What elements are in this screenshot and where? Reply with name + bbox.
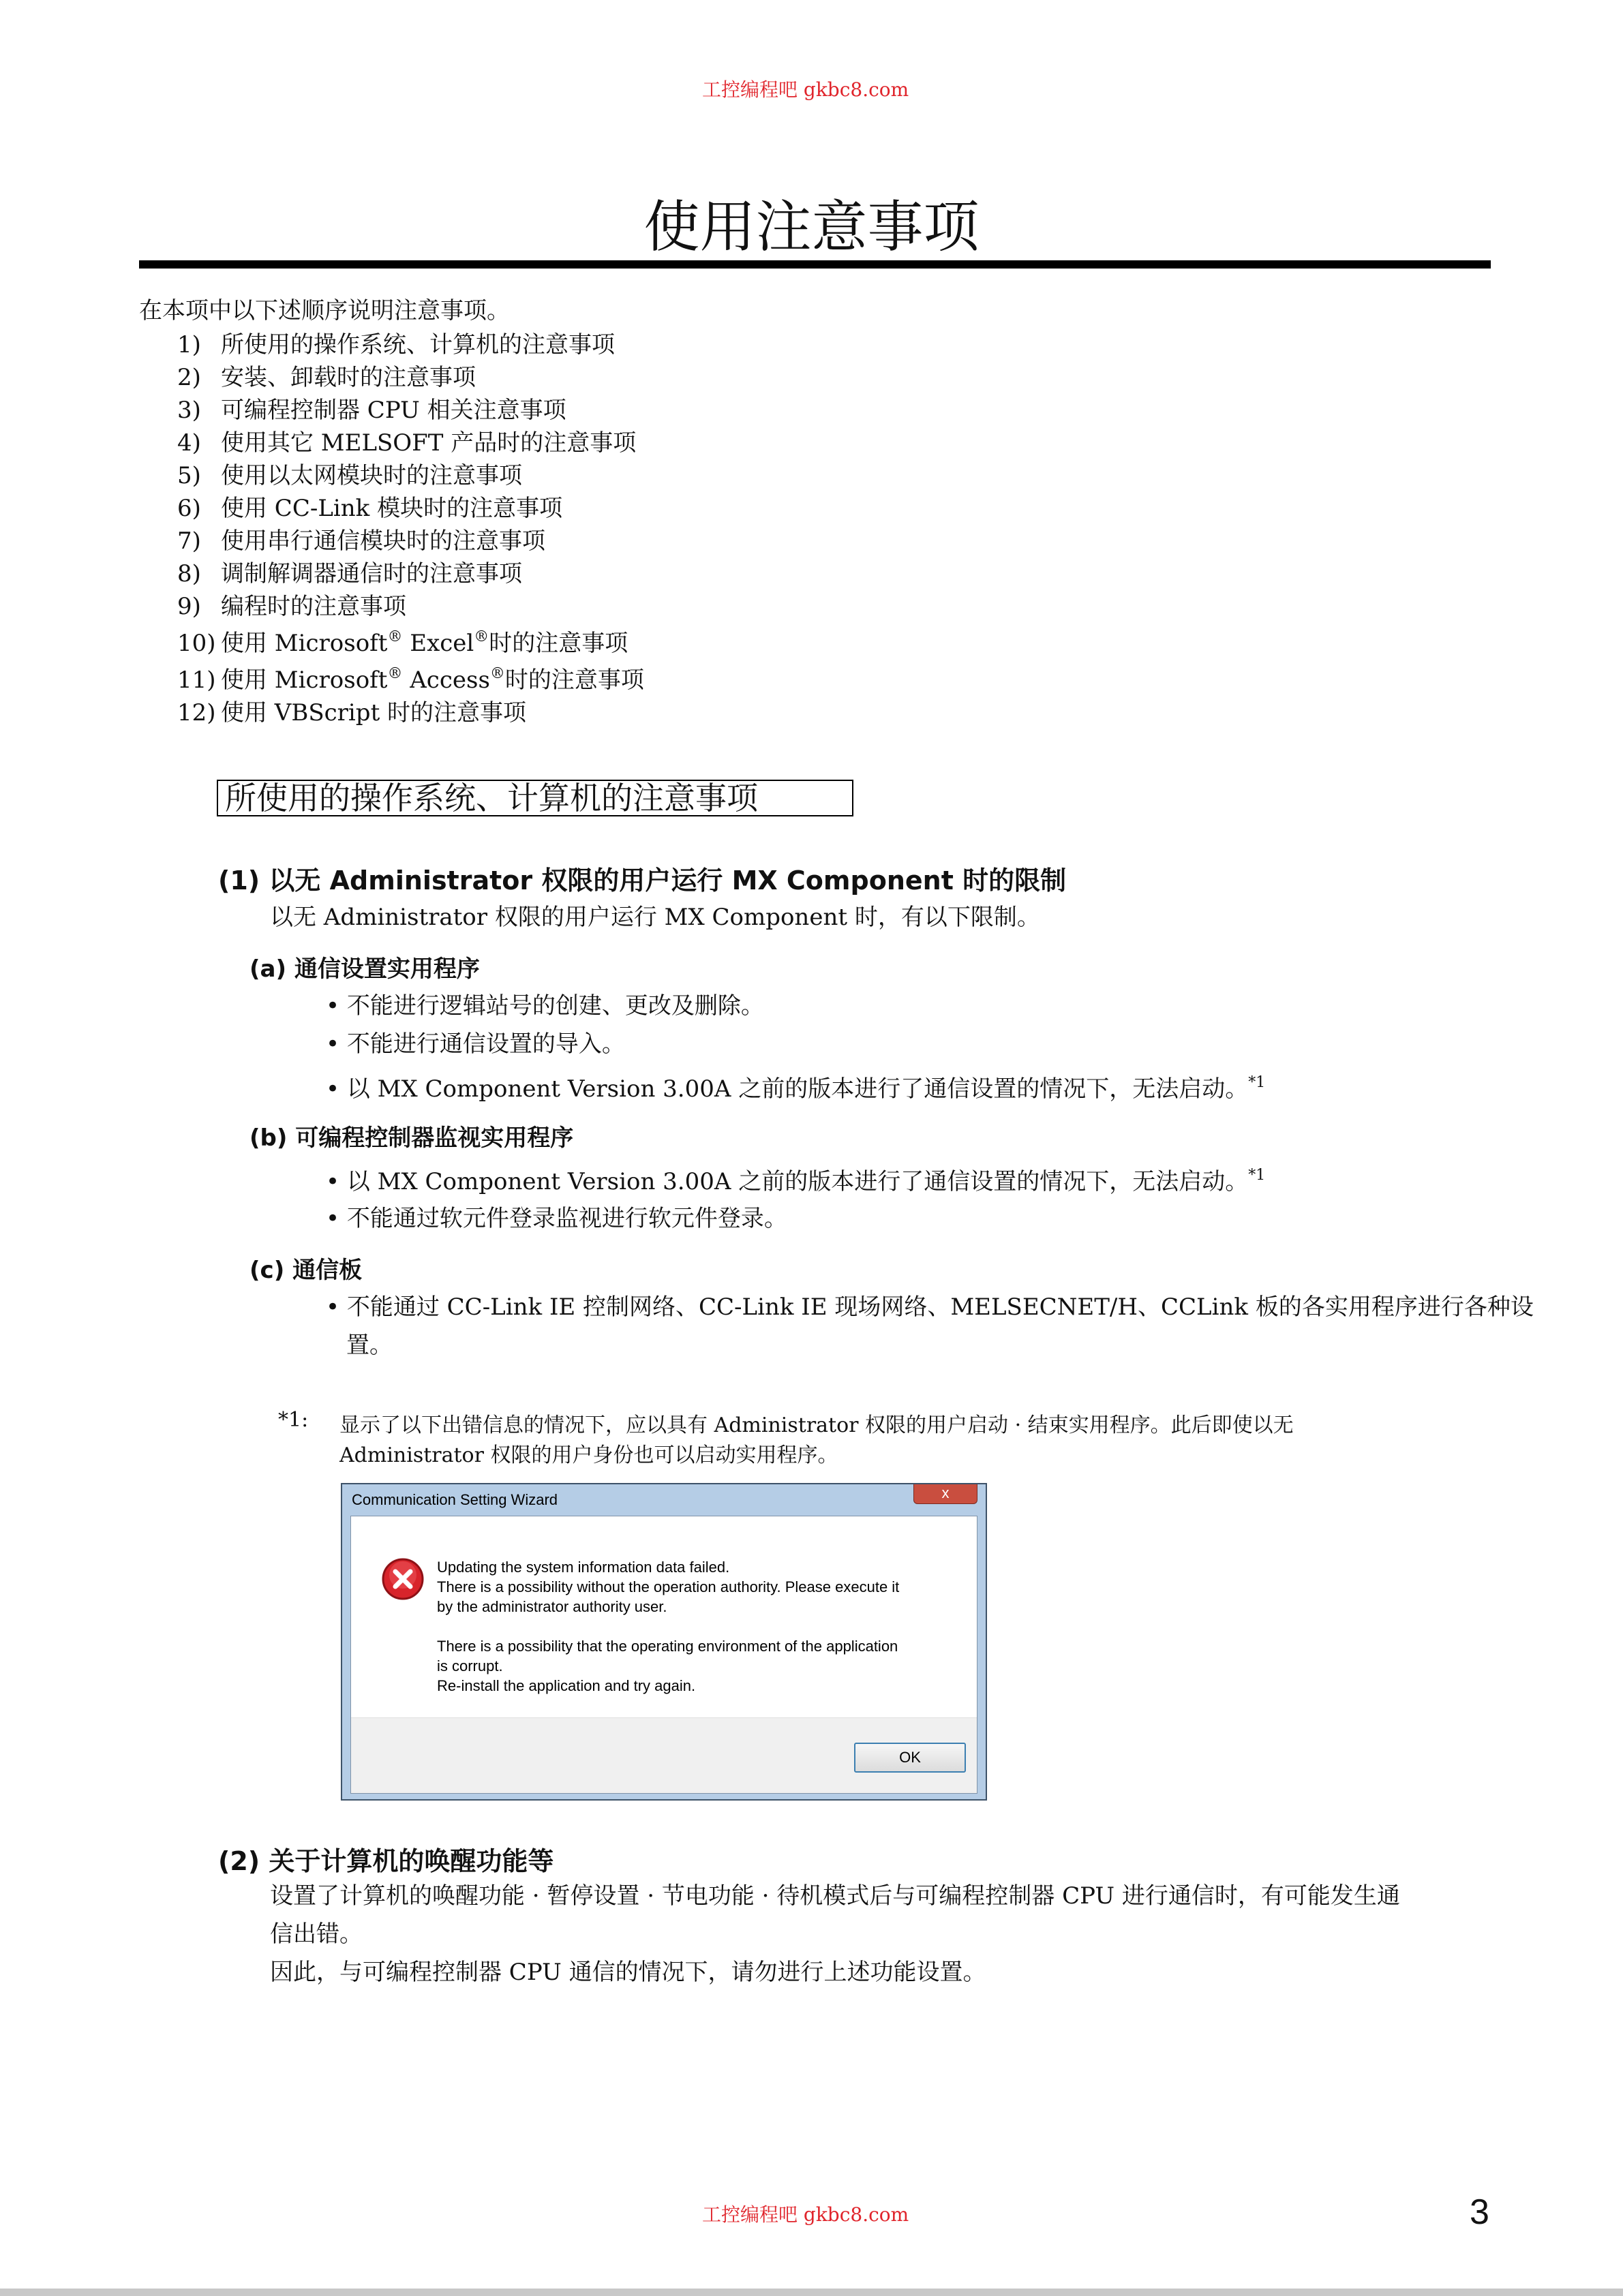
toc-num: 9) (177, 593, 201, 620)
toc-text: 使用 VBScript 时的注意事项 (221, 699, 527, 726)
toc-text: 调制解调器通信时的注意事项 (221, 560, 522, 587)
toc-num: 7) (177, 527, 201, 555)
dialog-message (437, 1557, 899, 1696)
watermark-top: 工控编程吧 gkbc8.com (702, 78, 909, 101)
bullet-item: • 不能通过软元件登录监视进行软元件登录。 (326, 1205, 787, 1232)
toc-text: 使用 Microsoft (221, 630, 388, 657)
toc-item (177, 699, 526, 727)
toc-text: 编程时的注意事项 (221, 593, 406, 620)
message-line: Updating the system information data failed. (437, 1559, 730, 1576)
toc-num: 11) (177, 667, 216, 694)
bullet-text: • 以 MX Component Version 3.00A 之前的版本进行了通信设置的情况下，无法启动。 (326, 1168, 1249, 1195)
message-line: There is a possibility without the operation authority. Please execute it (437, 1578, 900, 1595)
toc-num: 1) (177, 331, 201, 358)
toc-text: 使用其它 MELSOFT 产品时的注意事项 (221, 429, 637, 457)
registered-mark: ® (489, 665, 505, 682)
registered-mark: ® (474, 628, 489, 645)
toc-text: Excel (402, 630, 474, 657)
page-title: 使用注意事项 (643, 195, 980, 260)
dialog-footer (351, 1717, 977, 1793)
message-spacer (437, 1617, 899, 1636)
item1-description: 以无 Administrator 权限的用户运行 MX Component 时，有以下限制。 (270, 904, 1040, 931)
toc-item (177, 462, 522, 490)
item2-heading: (2) 关于计算机的唤醒功能等 (218, 1846, 554, 1876)
section-heading: 所使用的操作系统、计算机的注意事项 (217, 780, 853, 816)
toc-text: 安装、卸载时的注意事项 (221, 364, 476, 391)
toc-item (177, 429, 636, 457)
toc-num: 3) (177, 397, 201, 424)
toc-text: 时的注意事项 (489, 630, 628, 657)
dialog-body (350, 1516, 977, 1794)
message-line: There is a possibility that the operating environment of the application (437, 1638, 898, 1655)
page-bottom-edge (0, 2289, 1623, 2296)
bullet-item: • 不能进行逻辑站号的创建、更改及删除。 (326, 992, 764, 1020)
item2-paragraph: 信出错。 (270, 1920, 363, 1948)
toc-text: 时的注意事项 (504, 667, 644, 694)
toc-text: 使用 CC-Link 模块时的注意事项 (221, 495, 563, 522)
item1-heading: (1) 以无 Administrator 权限的用户运行 MX Component 时的限制 (218, 866, 1067, 896)
bullet-item-continuation: 置。 (346, 1332, 393, 1359)
close-button[interactable]: x (913, 1484, 977, 1504)
registered-mark: ® (387, 665, 403, 682)
toc-item (177, 364, 476, 392)
dialog-title: Communication Setting Wizard (352, 1491, 558, 1508)
toc-item (177, 397, 566, 425)
toc-num: 4) (177, 429, 201, 457)
ok-button[interactable]: OK (854, 1743, 966, 1773)
toc-item (177, 665, 644, 694)
bullet-item: • 不能通过 CC-Link IE 控制网络、CC-Link IE 现场网络、MELSECNET/H、CCLink 板的各实用程序进行各种设 (326, 1294, 1534, 1321)
toc-text: 使用以太网模块时的注意事项 (221, 462, 522, 489)
footnote-text: 显示了以下出错信息的情况下，应以具有 Administrator 权限的用户启动 · 结束实用程序。此后即使以无 (339, 1413, 1294, 1437)
item1-b-heading: (b) 可编程控制器监视实用程序 (249, 1124, 574, 1152)
message-line: is corrupt. (437, 1657, 503, 1674)
message-line: by the administrator authority user. (437, 1598, 667, 1615)
toc-item (177, 628, 628, 658)
registered-mark: ® (387, 628, 403, 645)
footnote-mark: *1 (1248, 1167, 1266, 1184)
toc-num: 6) (177, 495, 201, 522)
footnote-mark: *1 (1248, 1074, 1266, 1091)
toc-text: Access (402, 667, 490, 694)
toc-item (177, 560, 522, 588)
toc-item (177, 527, 545, 555)
toc-text: 所使用的操作系统、计算机的注意事项 (221, 331, 615, 358)
error-icon (381, 1557, 425, 1601)
footnote-text: Administrator 权限的用户身份也可以启动实用程序。 (339, 1443, 838, 1467)
item1-a-heading: (a) 通信设置实用程序 (249, 955, 480, 983)
message-line: Re-install the application and try again. (437, 1677, 696, 1694)
toc-num: 2) (177, 364, 201, 391)
bullet-text: • 以 MX Component Version 3.00A 之前的版本进行了通信设置的情况下，无法启动。 (326, 1075, 1249, 1103)
item2-paragraph: 设置了计算机的唤醒功能 · 暂停设置 · 节电功能 · 待机模式后与可编程控制器 CPU 进行通信时，有可能发生通 (270, 1882, 1400, 1910)
bullet-item (326, 1074, 1265, 1103)
intro-text: 在本项中以下述顺序说明注意事项。 (139, 297, 510, 324)
toc-num: 12) (177, 699, 216, 726)
toc-num: 8) (177, 560, 201, 587)
toc-item (177, 593, 406, 621)
error-dialog (341, 1483, 987, 1801)
footnote-label: *1: (278, 1408, 309, 1432)
toc-num: 5) (177, 462, 201, 489)
bullet-item (326, 1167, 1265, 1196)
toc-text: 可编程控制器 CPU 相关注意事项 (221, 397, 566, 424)
toc-item (177, 495, 562, 523)
toc-num: 10) (177, 630, 216, 657)
title-divider (139, 260, 1491, 269)
item2-paragraph: 因此，与可编程控制器 CPU 通信的情况下，请勿进行上述功能设置。 (270, 1959, 986, 1986)
toc-text: 使用 Microsoft (221, 667, 388, 694)
bullet-item: • 不能进行通信设置的导入。 (326, 1030, 625, 1058)
page-number: 3 (1470, 2192, 1489, 2232)
item1-c-heading: (c) 通信板 (249, 1257, 363, 1284)
toc-text: 使用串行通信模块时的注意事项 (221, 527, 545, 555)
watermark-bottom: 工控编程吧 gkbc8.com (702, 2203, 909, 2226)
toc-item (177, 331, 615, 359)
